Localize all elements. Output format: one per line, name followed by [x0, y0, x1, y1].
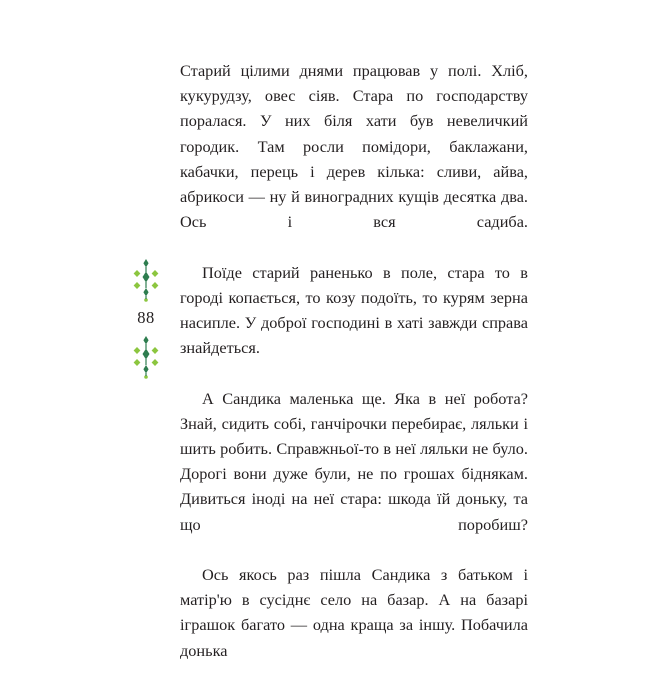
page-number: 88 [137, 308, 155, 327]
floral-ornament-bottom-icon [133, 335, 159, 379]
floral-ornament-top-icon [133, 258, 159, 302]
body-text-column [180, 58, 528, 688]
page-margin-column [118, 258, 174, 379]
paragraph-4: Ось якось раз пішла Сандика з батьком і матір'ю в сусіднє село на базар. А на базарі іграшок багато — одна краща за іншу. Побачила донька [180, 565, 528, 660]
paragraph-2: Поїде старий раненько в поле, стара то в городі копається, то козу подоїть, то курям зерна насипле. У доброї господині в хаті завжди справа знайдеться. [180, 262, 528, 358]
paragraph-1: Старий цілими днями працював у полі. Хліб, кукурудзу, овес сіяв. Стара по господарству поралася. У них біля хати був невеличкий городик. Там росли помідори, баклажани, кабачки, перець і дерев кілька: сливи, айва, абрикоси — ну й виноградних кущів десятка два. Ось і вся садиба. [180, 61, 528, 232]
paragraph-3: А Сандика маленька ще. Яка в неї робота? Знай, сидить собі, ганчірочки перебирає, ляльки і шить робить. Справжньої-то в неї ляльки не було. Дорогі вони дуже були, не по грошах біднякам. Дивиться іноді на неї стара: шкода їй доньку, та що поробиш? [180, 388, 528, 534]
